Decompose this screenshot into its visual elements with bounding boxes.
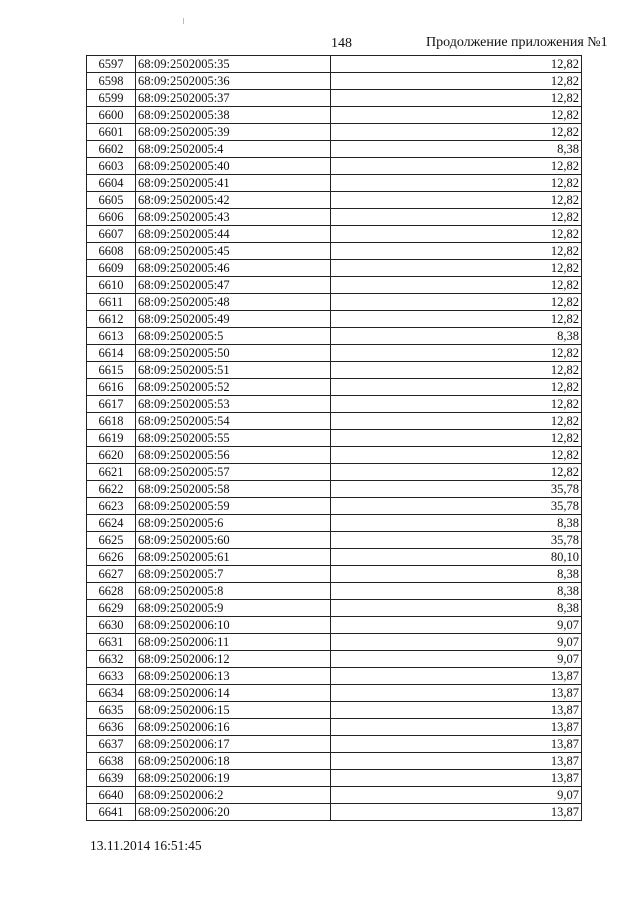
- page-number: 148: [331, 36, 352, 51]
- table-row: [87, 464, 582, 481]
- table-row: [87, 651, 582, 668]
- cadastral-number-cell: 68:09:2502005:8: [136, 583, 331, 600]
- appendix-title: Продолжение приложения №1: [426, 35, 608, 50]
- row-number-cell: 6606: [87, 209, 136, 226]
- row-number-cell: 6620: [87, 447, 136, 464]
- cadastral-number-cell: 68:09:2502005:52: [136, 379, 331, 396]
- area-cell: 12,82: [331, 90, 582, 107]
- area-cell: 12,82: [331, 260, 582, 277]
- row-number-cell: 6635: [87, 702, 136, 719]
- row-number-cell: 6623: [87, 498, 136, 515]
- cadastral-number-cell: 68:09:2502005:51: [136, 362, 331, 379]
- cadastral-number-cell: 68:09:2502005:50: [136, 345, 331, 362]
- row-number-cell: 6638: [87, 753, 136, 770]
- cadastral-number-cell: 68:09:2502005:6: [136, 515, 331, 532]
- table-row: [87, 328, 582, 345]
- area-cell: 13,87: [331, 685, 582, 702]
- row-number-cell: 6619: [87, 430, 136, 447]
- table-row: [87, 311, 582, 328]
- table-row: [87, 396, 582, 413]
- area-cell: 9,07: [331, 651, 582, 668]
- row-number-cell: 6604: [87, 175, 136, 192]
- cadastral-number-cell: 68:09:2502005:54: [136, 413, 331, 430]
- row-number-cell: 6640: [87, 787, 136, 804]
- cadastral-number-cell: 68:09:2502005:56: [136, 447, 331, 464]
- area-cell: 13,87: [331, 770, 582, 787]
- cadastral-number-cell: 68:09:2502006:2: [136, 787, 331, 804]
- cadastral-number-cell: 68:09:2502005:46: [136, 260, 331, 277]
- table-row: [87, 124, 582, 141]
- row-number-cell: 6637: [87, 736, 136, 753]
- cadastral-number-cell: 68:09:2502005:5: [136, 328, 331, 345]
- row-number-cell: 6624: [87, 515, 136, 532]
- area-cell: 8,38: [331, 566, 582, 583]
- area-cell: 13,87: [331, 736, 582, 753]
- area-cell: 12,82: [331, 209, 582, 226]
- cadastral-number-cell: 68:09:2502005:59: [136, 498, 331, 515]
- table-row: [87, 243, 582, 260]
- cadastral-number-cell: 68:09:2502006:15: [136, 702, 331, 719]
- area-cell: 12,82: [331, 413, 582, 430]
- area-cell: 13,87: [331, 719, 582, 736]
- area-cell: 12,82: [331, 277, 582, 294]
- cadastral-number-cell: 68:09:2502005:58: [136, 481, 331, 498]
- cadastral-number-cell: 68:09:2502006:12: [136, 651, 331, 668]
- row-number-cell: 6636: [87, 719, 136, 736]
- row-number-cell: 6605: [87, 192, 136, 209]
- cadastral-number-cell: 68:09:2502006:18: [136, 753, 331, 770]
- table-row: [87, 617, 582, 634]
- table-row: [87, 532, 582, 549]
- cadastral-number-cell: 68:09:2502005:53: [136, 396, 331, 413]
- area-cell: 12,82: [331, 107, 582, 124]
- area-cell: 13,87: [331, 702, 582, 719]
- cadastral-number-cell: 68:09:2502005:49: [136, 311, 331, 328]
- cadastral-number-cell: 68:09:2502005:38: [136, 107, 331, 124]
- table-row: [87, 668, 582, 685]
- table-row: [87, 73, 582, 90]
- row-number-cell: 6626: [87, 549, 136, 566]
- table-row: [87, 413, 582, 430]
- cadastral-number-cell: 68:09:2502005:39: [136, 124, 331, 141]
- cadastral-number-cell: 68:09:2502005:47: [136, 277, 331, 294]
- cadastral-number-cell: 68:09:2502006:13: [136, 668, 331, 685]
- cadastral-number-cell: 68:09:2502005:36: [136, 73, 331, 90]
- table-row: [87, 787, 582, 804]
- table-row: [87, 481, 582, 498]
- row-number-cell: 6603: [87, 158, 136, 175]
- table-row: [87, 753, 582, 770]
- area-cell: 12,82: [331, 464, 582, 481]
- area-cell: 35,78: [331, 498, 582, 515]
- area-cell: 12,82: [331, 430, 582, 447]
- area-cell: 12,82: [331, 243, 582, 260]
- row-number-cell: 6617: [87, 396, 136, 413]
- row-number-cell: 6609: [87, 260, 136, 277]
- table-row: [87, 447, 582, 464]
- table-row: [87, 600, 582, 617]
- row-number-cell: 6628: [87, 583, 136, 600]
- row-number-cell: 6621: [87, 464, 136, 481]
- table-row: [87, 804, 582, 821]
- table-row: [87, 379, 582, 396]
- area-cell: 9,07: [331, 787, 582, 804]
- row-number-cell: 6599: [87, 90, 136, 107]
- table-row: [87, 345, 582, 362]
- row-number-cell: 6615: [87, 362, 136, 379]
- area-cell: 12,82: [331, 226, 582, 243]
- area-cell: 8,38: [331, 141, 582, 158]
- row-number-cell: 6601: [87, 124, 136, 141]
- row-number-cell: 6639: [87, 770, 136, 787]
- table-row: [87, 549, 582, 566]
- cadastral-number-cell: 68:09:2502006:20: [136, 804, 331, 821]
- area-cell: 80,10: [331, 549, 582, 566]
- table-row: [87, 90, 582, 107]
- area-cell: 12,82: [331, 192, 582, 209]
- area-cell: 13,87: [331, 668, 582, 685]
- table-row: [87, 226, 582, 243]
- area-cell: 35,78: [331, 532, 582, 549]
- cadastral-number-cell: 68:09:2502005:42: [136, 192, 331, 209]
- area-cell: 12,82: [331, 362, 582, 379]
- table-row: [87, 260, 582, 277]
- cadastral-number-cell: 68:09:2502005:4: [136, 141, 331, 158]
- row-number-cell: 6597: [87, 56, 136, 73]
- area-cell: 12,82: [331, 447, 582, 464]
- table-row: [87, 685, 582, 702]
- table-row: [87, 515, 582, 532]
- table-row: [87, 736, 582, 753]
- table-row: [87, 56, 582, 73]
- cadastral-number-cell: 68:09:2502005:41: [136, 175, 331, 192]
- row-number-cell: 6598: [87, 73, 136, 90]
- table-row: [87, 209, 582, 226]
- cadastral-number-cell: 68:09:2502005:40: [136, 158, 331, 175]
- table-row: [87, 192, 582, 209]
- row-number-cell: 6611: [87, 294, 136, 311]
- cadastral-number-cell: 68:09:2502006:14: [136, 685, 331, 702]
- cadastral-number-cell: 68:09:2502005:60: [136, 532, 331, 549]
- cadastral-number-cell: 68:09:2502006:10: [136, 617, 331, 634]
- row-number-cell: 6612: [87, 311, 136, 328]
- row-number-cell: 6608: [87, 243, 136, 260]
- cadastral-number-cell: 68:09:2502005:57: [136, 464, 331, 481]
- cadastral-number-cell: 68:09:2502005:55: [136, 430, 331, 447]
- cadastral-number-cell: 68:09:2502006:19: [136, 770, 331, 787]
- area-cell: 8,38: [331, 600, 582, 617]
- cadastral-number-cell: 68:09:2502005:35: [136, 56, 331, 73]
- area-cell: 35,78: [331, 481, 582, 498]
- row-number-cell: 6632: [87, 651, 136, 668]
- area-cell: 9,07: [331, 634, 582, 651]
- table-row: [87, 719, 582, 736]
- row-number-cell: 6625: [87, 532, 136, 549]
- cadastral-number-cell: 68:09:2502005:9: [136, 600, 331, 617]
- row-number-cell: 6630: [87, 617, 136, 634]
- cadastral-number-cell: 68:09:2502005:43: [136, 209, 331, 226]
- table-row: [87, 277, 582, 294]
- area-cell: 12,82: [331, 175, 582, 192]
- scan-mark: [183, 18, 184, 24]
- area-cell: 12,82: [331, 73, 582, 90]
- cadastral-number-cell: 68:09:2502005:61: [136, 549, 331, 566]
- cadastral-number-cell: 68:09:2502005:7: [136, 566, 331, 583]
- area-cell: 13,87: [331, 804, 582, 821]
- table-row: [87, 634, 582, 651]
- row-number-cell: 6622: [87, 481, 136, 498]
- table-row: [87, 158, 582, 175]
- area-cell: 8,38: [331, 583, 582, 600]
- area-cell: 8,38: [331, 515, 582, 532]
- cadastral-number-cell: 68:09:2502006:17: [136, 736, 331, 753]
- area-cell: 9,07: [331, 617, 582, 634]
- row-number-cell: 6614: [87, 345, 136, 362]
- table-row: [87, 702, 582, 719]
- area-cell: 8,38: [331, 328, 582, 345]
- area-cell: 12,82: [331, 294, 582, 311]
- cadastral-number-cell: 68:09:2502006:16: [136, 719, 331, 736]
- cadastral-number-cell: 68:09:2502005:37: [136, 90, 331, 107]
- cadastral-number-cell: 68:09:2502005:48: [136, 294, 331, 311]
- table-row: [87, 294, 582, 311]
- cadastral-number-cell: 68:09:2502005:45: [136, 243, 331, 260]
- area-cell: 12,82: [331, 396, 582, 413]
- area-cell: 12,82: [331, 56, 582, 73]
- row-number-cell: 6629: [87, 600, 136, 617]
- table-row: [87, 498, 582, 515]
- row-number-cell: 6607: [87, 226, 136, 243]
- area-cell: 13,87: [331, 753, 582, 770]
- row-number-cell: 6610: [87, 277, 136, 294]
- row-number-cell: 6631: [87, 634, 136, 651]
- area-cell: 12,82: [331, 158, 582, 175]
- table-row: [87, 566, 582, 583]
- table-row: [87, 362, 582, 379]
- table-row: [87, 107, 582, 124]
- row-number-cell: 6602: [87, 141, 136, 158]
- table-row: [87, 770, 582, 787]
- table-body: [87, 56, 582, 821]
- row-number-cell: 6600: [87, 107, 136, 124]
- area-cell: 12,82: [331, 124, 582, 141]
- row-number-cell: 6613: [87, 328, 136, 345]
- cadastral-number-cell: 68:09:2502006:11: [136, 634, 331, 651]
- table-row: [87, 583, 582, 600]
- area-cell: 12,82: [331, 345, 582, 362]
- row-number-cell: 6633: [87, 668, 136, 685]
- row-number-cell: 6641: [87, 804, 136, 821]
- cadastral-number-cell: 68:09:2502005:44: [136, 226, 331, 243]
- table-row: [87, 430, 582, 447]
- row-number-cell: 6618: [87, 413, 136, 430]
- print-timestamp: 13.11.2014 16:51:45: [90, 838, 202, 853]
- area-cell: 12,82: [331, 379, 582, 396]
- table-row: [87, 141, 582, 158]
- row-number-cell: 6634: [87, 685, 136, 702]
- row-number-cell: 6616: [87, 379, 136, 396]
- table-row: [87, 175, 582, 192]
- area-cell: 12,82: [331, 311, 582, 328]
- row-number-cell: 6627: [87, 566, 136, 583]
- land-plot-table: [86, 55, 582, 821]
